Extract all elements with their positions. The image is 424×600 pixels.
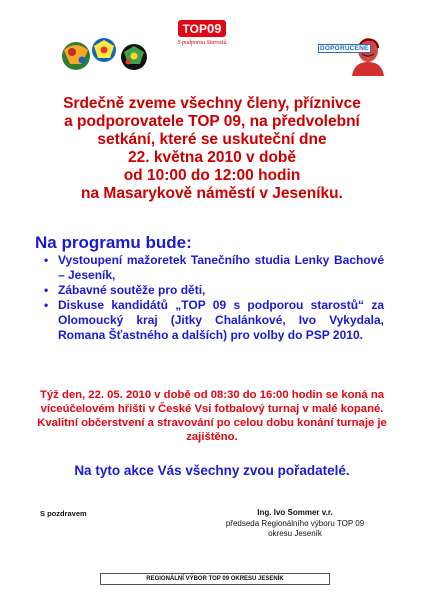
signature-block xyxy=(210,508,380,540)
signer-role: předseda Regionálního výboru TOP 09 xyxy=(225,518,365,528)
program-item: • Diskuse kandidátů „TOP 09 s podporou starostů“ za Olomoucký kraj (Jitky Chalánkové, Ivo Vykydala, Romana Šťastného a dalších) pro volby do PSP 2010. xyxy=(44,298,384,343)
headline-line: setkání, které se uskuteční dne xyxy=(97,131,327,148)
tournament-paragraph: Týž den, 22. 05. 2010 v době od 08:30 do 16:00 hodin se koná na víceúčelovém hřišti v České Vsi fotbalový turnaj v malé kopané. Kvalitní občerstvení a stravování po celou dobu konání turnaje je zajištěno. xyxy=(37,389,387,443)
headline-line: Srdečně zveme všechny členy, příznivce xyxy=(63,95,361,112)
ball-right xyxy=(121,44,147,70)
logo-prefix: TOP xyxy=(182,22,207,36)
program-item: • Zábavné soutěže pro děti, xyxy=(44,283,384,298)
invitation-line: Na tyto akce Vás všechny zvou pořadatelé. xyxy=(74,463,350,478)
headline-line: od 10:00 do 12:00 hodin xyxy=(123,167,301,184)
headline xyxy=(20,95,404,203)
signer-name: Ing. Ivo Sommer v.r. xyxy=(257,508,333,517)
signer-region: okresu Jeseník xyxy=(268,529,322,538)
logo-number: 09 xyxy=(206,21,222,36)
program-list xyxy=(44,253,384,343)
logo-box xyxy=(178,20,227,37)
ball-left xyxy=(62,42,90,70)
balls-image xyxy=(60,30,150,80)
headline-line: a podporovatele TOP 09, na předvolební xyxy=(64,113,360,130)
footer-box: REGIONÁLNÍ VÝBOR TOP 09 OKRESU JESENÍK xyxy=(100,573,330,585)
program-title: Na programu bude: xyxy=(35,233,192,252)
logo-subtitle: S podporou Starostů xyxy=(177,40,227,46)
recommend-badge xyxy=(318,32,388,72)
ball-middle xyxy=(92,38,116,62)
greeting: S pozdravem xyxy=(40,509,87,518)
top09-logo xyxy=(162,20,242,46)
portrait-icon xyxy=(344,32,388,76)
recommend-label: DOPORUČENÉ xyxy=(320,45,369,52)
headline-line: na Masarykově náměstí v Jeseníku. xyxy=(81,185,343,202)
program-item: • Vystoupení mažoretek Tanečního studia Lenky Bachové – Jeseník, xyxy=(44,253,384,283)
headline-line: 22. května 2010 v době xyxy=(127,149,296,166)
